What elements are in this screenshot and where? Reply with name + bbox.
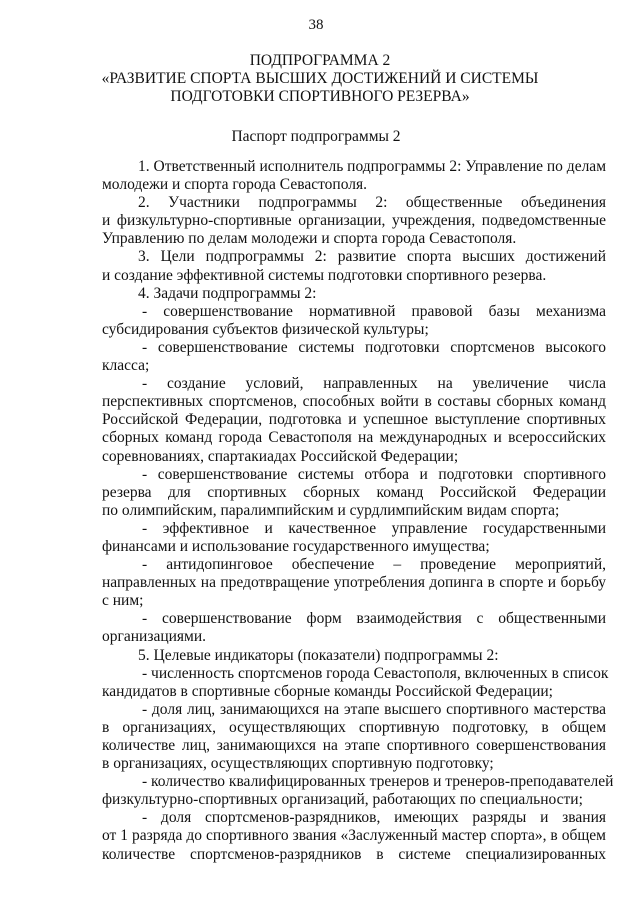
page-number: 38	[308, 17, 324, 33]
text-line: - численность спортсменов города Севастополя, включенных в список	[142, 664, 609, 682]
text-line: с ним;	[102, 592, 144, 610]
text-line: кандидатов в спортивные сборные команды Российской Федерации;	[102, 682, 553, 700]
text-line: 1. Ответственный исполнитель подпрограммы 2: Управление по делам	[138, 158, 606, 175]
title-line: ПОДПРОГРАММА 2	[249, 52, 391, 69]
text-line: - создание условий, направленных на увеличение числа	[142, 375, 606, 393]
text-line: - совершенствование форм взаимодействия с общественными	[142, 610, 606, 628]
text-line: количестве лиц, занимающихся на этапе спортивного совершенствования	[102, 737, 606, 754]
text-line: - антидопинговое обеспечение – проведение мероприятий,	[142, 556, 606, 574]
text-line: 2. Участники подпрограммы 2: общественные объединения	[138, 194, 606, 212]
text-line: в организациях, осуществляющих спортивную подготовку;	[102, 755, 494, 773]
text-line: - эффективное и качественное управление государственными	[142, 519, 606, 537]
text-line: соревнованиях, спартакиадах Российской Федерации;	[102, 447, 459, 465]
text-line: 5. Целевые индикаторы (показатели) подпрограммы 2:	[138, 646, 499, 664]
text-line: финансами и использование государственного имущества;	[102, 537, 490, 555]
text-line: Управлению по делам молодежи и спорта города Севастополя.	[102, 230, 517, 248]
text-line: количестве спортсменов-разрядников в системе специализированных	[102, 845, 606, 863]
text-line: перспективных спортсменов, способных войти в составы сборных команд	[102, 393, 606, 411]
text-line: молодежи и спорта города Севастополя.	[102, 176, 367, 194]
text-line: - доля спортсменов-разрядников, имеющих разряды и звания	[142, 809, 606, 827]
text-line: - совершенствование системы подготовки спортсменов высокого	[142, 338, 606, 356]
text-line: Российской Федерации, подготовка и успешное выступление спортивных	[102, 411, 606, 429]
text-line: организациями.	[102, 628, 207, 646]
text-line: сборных команд города Севастополя на международных и всероссийских	[102, 429, 606, 447]
text-line: направленных на предотвращение употребления допинга в спорте и борьбу	[102, 574, 606, 592]
text-line: класса;	[102, 357, 150, 375]
text-line: - совершенствование системы отбора и подготовки спортивного	[142, 465, 606, 483]
section-subtitle: Паспорт подпрограммы 2	[231, 128, 401, 145]
text-line: субсидирования субъектов физической культуры;	[102, 320, 429, 338]
title-line: «РАЗВИТИЕ СПОРТА ВЫСШИХ ДОСТИЖЕНИЙ И СИСТЕМЫ	[101, 70, 539, 87]
text-line: по олимпийским, паралимпийским и сурдлимпийским видам спорта;	[102, 501, 560, 519]
text-line: физкультурно-спортивных организаций, работающих по специальности;	[102, 791, 583, 809]
text-line: 3. Цели подпрограммы 2: развитие спорта высших достижений	[138, 248, 606, 266]
text-line: - совершенствование нормативной правовой базы механизма	[142, 302, 606, 320]
document-body	[102, 158, 614, 864]
text-line: и физкультурно-спортивные организации, учреждения, подведомственные	[102, 212, 606, 230]
title-line: ПОДГОТОВКИ СПОРТИВНОГО РЕЗЕРВА»	[170, 88, 470, 105]
text-line: 4. Задачи подпрограммы 2:	[138, 284, 317, 302]
text-line: от 1 разряда до спортивного звания «Заслуженный мастер спорта», в общем	[102, 827, 606, 845]
text-line: и создание эффективной системы подготовки спортивного резерва.	[102, 266, 547, 284]
text-line: - доля лиц, занимающихся на этапе высшего спортивного мастерства	[142, 700, 606, 718]
text-line: резерва для спортивных сборных команд Российской Федерации	[102, 483, 606, 501]
text-line: в организациях, осуществляющих спортивную подготовку, в общем	[102, 718, 606, 736]
text-line: - количество квалифицированных тренеров и тренеров-преподавателей	[142, 773, 614, 791]
document-title	[60, 52, 580, 106]
